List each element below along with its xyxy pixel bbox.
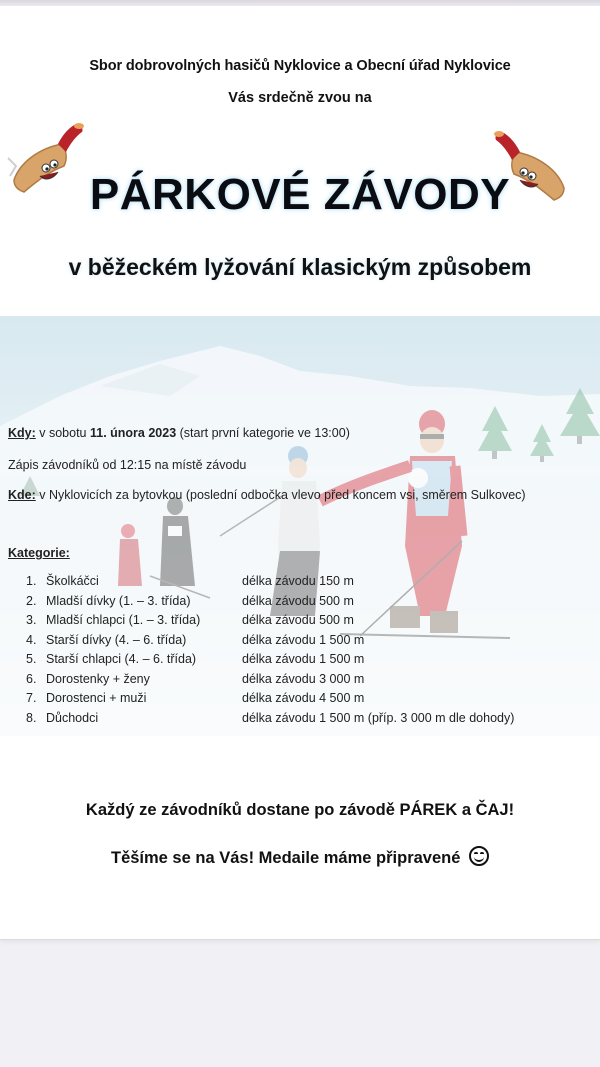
category-number: 8. (26, 710, 37, 725)
category-name: Starší dívky (4. – 6. třída) (46, 632, 187, 647)
category-name: Mladší chlapci (1. – 3. třída) (46, 613, 201, 627)
category-length: délka závodu 1 500 m (242, 652, 365, 666)
category-name: Dorostenky + ženy (46, 671, 150, 686)
invitation-text: Vás srdečně zvou na (228, 90, 372, 106)
category-number: 6. (26, 671, 37, 686)
category-number: 2. (26, 593, 37, 608)
category-length: délka závodu 150 m (242, 574, 354, 588)
category-length: délka závodu 3 000 m (242, 671, 365, 686)
registration-line: Zápis závodníků od 12:15 na místě závodu (8, 458, 247, 472)
when-line (8, 426, 350, 440)
categories-title: Kategorie: (8, 546, 70, 560)
category-name: Starší chlapci (4. – 6. třída) (46, 652, 197, 666)
category-name: Důchodci (46, 710, 99, 725)
smiley-face-icon (469, 846, 489, 866)
category-row (26, 574, 596, 594)
where-label: Kde: (8, 488, 36, 502)
category-row (26, 711, 596, 731)
poster-page (0, 6, 600, 940)
category-length: délka závodu 1 500 m (242, 632, 365, 647)
category-length: délka závodu 4 500 m (242, 691, 365, 705)
organizers-text: Sbor dobrovolných hasičů Nyklovice a Obecní úřad Nyklovice (89, 58, 511, 74)
category-row (26, 652, 596, 672)
when-label: Kdy: (8, 426, 36, 440)
where-line (8, 488, 526, 502)
category-row (26, 633, 596, 653)
category-length: délka závodu 500 m (242, 593, 354, 608)
category-name: Dorostenci + muži (46, 691, 147, 705)
prize-note: Každý ze závodníků dostane po závodě PÁREK a ČAJ! (85, 801, 515, 819)
category-number: 5. (26, 652, 37, 666)
category-number: 1. (26, 574, 37, 588)
poster-subtitle: v běžeckém lyžování klasickým způsobem (68, 254, 532, 280)
closing-text: Těšíme se na Vás! Medaile máme připravené (110, 849, 461, 867)
where-text: v Nyklovicích za bytovkou (poslední odbočka vlevo před koncem vsi, směrem Sulkovec) (35, 488, 526, 502)
category-name: Školkáčci (46, 574, 99, 588)
closing-note (0, 846, 600, 868)
poster-title: PÁRKOVÉ ZÁVODY (89, 170, 511, 219)
category-number: 3. (26, 613, 37, 627)
categories-list (26, 574, 596, 730)
category-length: délka závodu 500 m (242, 613, 354, 627)
category-number: 4. (26, 632, 37, 647)
when-prefix: v sobotu (35, 426, 90, 440)
category-length: délka závodu 1 500 m (příp. 3 000 m dle dohody) (242, 710, 515, 725)
category-row (26, 691, 596, 711)
category-row (26, 613, 596, 633)
category-number: 7. (26, 691, 37, 705)
category-name: Mladší dívky (1. – 3. třída) (46, 593, 191, 608)
when-suffix: (start první kategorie ve 13:00) (176, 426, 350, 440)
category-row (26, 672, 596, 692)
event-date: 11. února 2023 (89, 426, 177, 440)
category-row (26, 594, 596, 614)
